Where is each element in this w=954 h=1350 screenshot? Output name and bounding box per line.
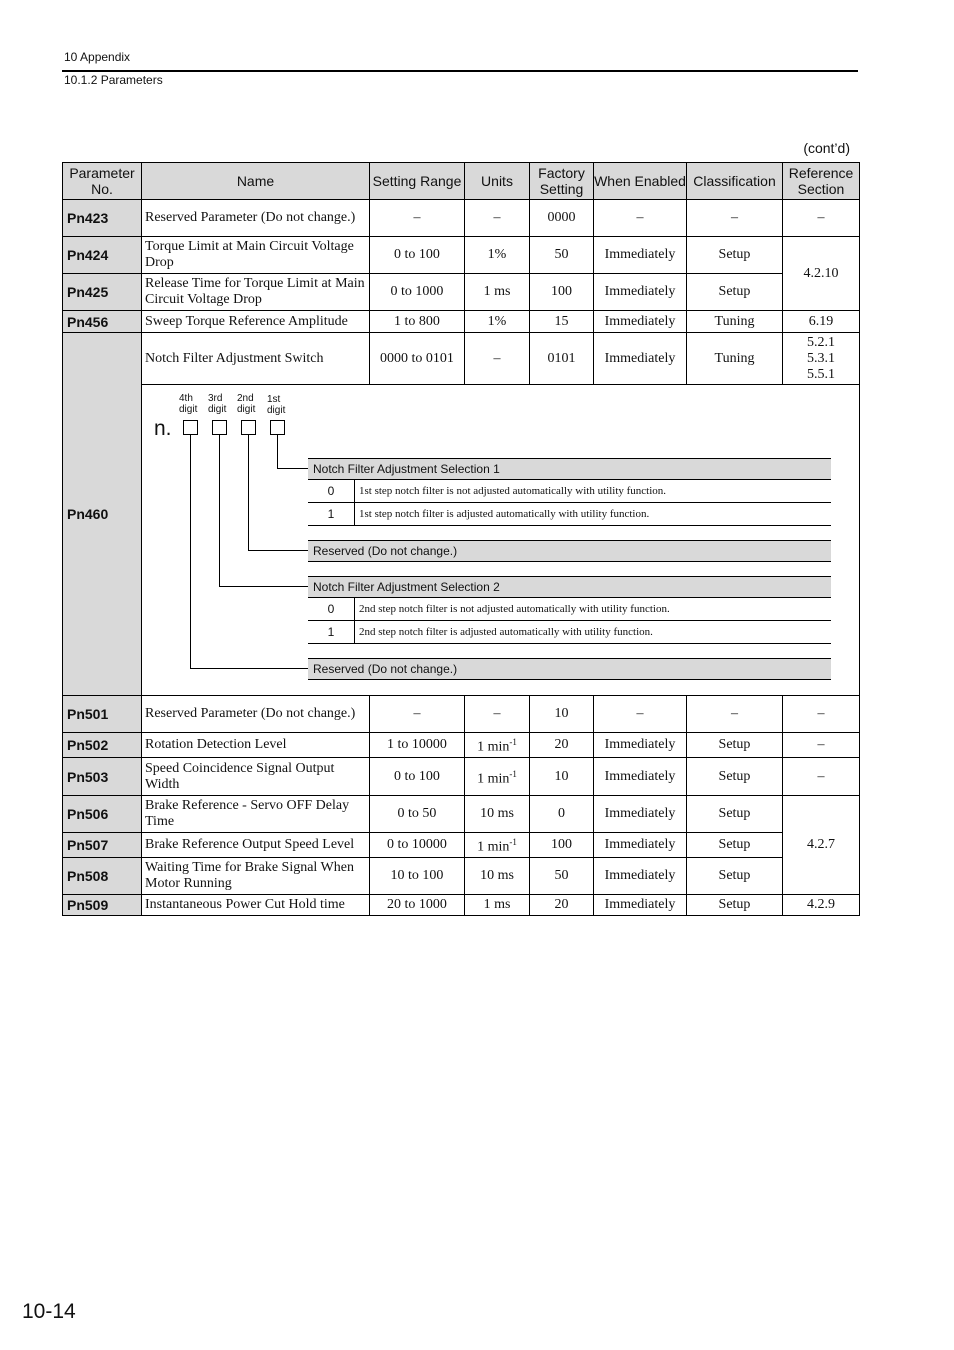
param-name: Instantaneous Power Cut Hold time bbox=[142, 895, 370, 916]
table-row bbox=[63, 733, 860, 758]
selection-2-option bbox=[308, 621, 831, 644]
setting-range: 0 to 100 bbox=[370, 758, 465, 796]
factory-setting: 20 bbox=[530, 895, 594, 916]
connector-3rd bbox=[219, 435, 220, 587]
when-enabled: Immediately bbox=[594, 796, 687, 833]
selection-1-option bbox=[308, 503, 831, 526]
reference-section: 4.2.10 bbox=[783, 237, 860, 311]
col-header-name: Name bbox=[142, 163, 370, 200]
classification: Setup bbox=[687, 237, 783, 274]
classification: Setup bbox=[687, 758, 783, 796]
setting-range: 1 to 800 bbox=[370, 311, 465, 333]
when-enabled: Immediately bbox=[594, 858, 687, 895]
reference-section: – bbox=[783, 733, 860, 758]
table-row bbox=[63, 200, 860, 237]
continued-label: (cont’d) bbox=[803, 140, 850, 156]
param-no: Pn508 bbox=[63, 858, 142, 895]
reference-section-line: 5.3.1 bbox=[807, 350, 835, 366]
classification: Setup bbox=[687, 895, 783, 916]
option-description: 1st step notch filter is adjusted automatically with utility function. bbox=[359, 508, 650, 520]
param-name: Reserved Parameter (Do not change.) bbox=[142, 696, 370, 733]
classification: Tuning bbox=[687, 311, 783, 333]
units: 1 ms bbox=[465, 274, 530, 311]
selection-2-title: Notch Filter Adjustment Selection 2 bbox=[308, 576, 831, 598]
table-row bbox=[63, 858, 860, 895]
factory-setting: 0101 bbox=[530, 333, 594, 385]
units: 1 ms bbox=[465, 895, 530, 916]
when-enabled: Immediately bbox=[594, 274, 687, 311]
classification: Setup bbox=[687, 858, 783, 895]
param-no: Pn425 bbox=[63, 274, 142, 311]
classification: Tuning bbox=[687, 333, 783, 385]
param-no: Pn501 bbox=[63, 696, 142, 733]
col-header-when-enabled: When Enabled bbox=[594, 163, 687, 200]
factory-setting: 100 bbox=[530, 833, 594, 858]
selection-1-option bbox=[308, 480, 831, 503]
factory-setting: 10 bbox=[530, 696, 594, 733]
units-exponent: -1 bbox=[509, 837, 517, 848]
when-enabled: – bbox=[594, 200, 687, 237]
when-enabled: Immediately bbox=[594, 895, 687, 916]
units: – bbox=[465, 696, 530, 733]
reference-section: 4.2.7 bbox=[783, 796, 860, 895]
table-row bbox=[63, 696, 860, 733]
param-name: Rotation Detection Level bbox=[142, 733, 370, 758]
table-row bbox=[63, 833, 860, 858]
when-enabled: Immediately bbox=[594, 311, 687, 333]
param-name: Waiting Time for Brake Signal When Motor Running bbox=[142, 858, 370, 895]
factory-setting: 15 bbox=[530, 311, 594, 333]
units-text: 1 min bbox=[477, 771, 510, 787]
option-value: 1 bbox=[308, 621, 355, 643]
units: 1% bbox=[465, 311, 530, 333]
reference-section: 6.19 bbox=[783, 311, 860, 333]
parameter-table bbox=[62, 162, 860, 916]
setting-range: 0 to 50 bbox=[370, 796, 465, 833]
table-row bbox=[63, 758, 860, 796]
param-name: Speed Coincidence Signal Output Width bbox=[142, 758, 370, 796]
when-enabled: Immediately bbox=[594, 733, 687, 758]
units: 10 ms bbox=[465, 858, 530, 895]
table-row bbox=[63, 311, 860, 333]
units: – bbox=[465, 333, 530, 385]
connector-4th-h bbox=[190, 668, 308, 669]
table-row bbox=[63, 895, 860, 916]
units: – bbox=[465, 200, 530, 237]
units-text: 1 min bbox=[477, 839, 510, 855]
setting-range: 1 to 10000 bbox=[370, 733, 465, 758]
param-name: Brake Reference - Servo OFF Delay Time bbox=[142, 796, 370, 833]
units bbox=[465, 758, 530, 796]
units bbox=[465, 733, 530, 758]
table-row bbox=[63, 796, 860, 833]
col-header-parameter-no: Parameter No. bbox=[63, 163, 142, 200]
factory-setting: 50 bbox=[530, 237, 594, 274]
param-no: Pn424 bbox=[63, 237, 142, 274]
when-enabled: Immediately bbox=[594, 237, 687, 274]
setting-range: 0 to 100 bbox=[370, 237, 465, 274]
factory-setting: 100 bbox=[530, 274, 594, 311]
reference-section: – bbox=[783, 758, 860, 796]
units-text: 1 min bbox=[477, 739, 510, 755]
param-no: Pn503 bbox=[63, 758, 142, 796]
table-row-diagram bbox=[63, 385, 860, 696]
digit-label-2nd: 2nd digit bbox=[237, 393, 256, 415]
setting-range: 10 to 100 bbox=[370, 858, 465, 895]
param-name: Reserved Parameter (Do not change.) bbox=[142, 200, 370, 237]
param-no: Pn423 bbox=[63, 200, 142, 237]
digit-diagram-cell bbox=[142, 385, 860, 696]
setting-range: 20 to 1000 bbox=[370, 895, 465, 916]
reference-section-line: 5.5.1 bbox=[807, 366, 835, 382]
reserved-digit-2: Reserved (Do not change.) bbox=[308, 540, 831, 562]
option-description: 2nd step notch filter is not adjusted automatically with utility function. bbox=[359, 603, 670, 615]
when-enabled: Immediately bbox=[594, 758, 687, 796]
param-no: Pn502 bbox=[63, 733, 142, 758]
page-number: 10-14 bbox=[22, 1300, 76, 1323]
when-enabled: Immediately bbox=[594, 333, 687, 385]
setting-range: 0 to 1000 bbox=[370, 274, 465, 311]
col-header-units: Units bbox=[465, 163, 530, 200]
reference-section bbox=[783, 333, 860, 385]
table-row bbox=[63, 237, 860, 274]
option-value: 0 bbox=[308, 598, 355, 620]
digit-box-1st bbox=[270, 420, 285, 435]
param-no: Pn506 bbox=[63, 796, 142, 833]
factory-setting: 50 bbox=[530, 858, 594, 895]
reference-section: 4.2.9 bbox=[783, 895, 860, 916]
param-no: Pn456 bbox=[63, 311, 142, 333]
setting-range: 0000 to 0101 bbox=[370, 333, 465, 385]
factory-setting: 10 bbox=[530, 758, 594, 796]
option-value: 1 bbox=[308, 503, 355, 525]
classification: Setup bbox=[687, 796, 783, 833]
factory-setting: 0 bbox=[530, 796, 594, 833]
col-header-setting-range: Setting Range bbox=[370, 163, 465, 200]
digit-box-4th bbox=[183, 420, 198, 435]
setting-range: – bbox=[370, 696, 465, 733]
digit-box-3rd bbox=[212, 420, 227, 435]
reference-section-line: 5.2.1 bbox=[807, 334, 835, 350]
chapter-header: 10 Appendix bbox=[64, 50, 131, 64]
header-rule bbox=[62, 70, 858, 72]
connector-2nd bbox=[248, 435, 249, 551]
classification: – bbox=[687, 200, 783, 237]
option-description: 1st step notch filter is not adjusted automatically with utility function. bbox=[359, 485, 667, 497]
option-description: 2nd step notch filter is adjusted automatically with utility function. bbox=[359, 626, 653, 638]
when-enabled: – bbox=[594, 696, 687, 733]
param-name: Release Time for Torque Limit at Main Circuit Voltage Drop bbox=[142, 274, 370, 311]
param-no: Pn460 bbox=[63, 333, 142, 696]
reserved-digit-4: Reserved (Do not change.) bbox=[308, 658, 831, 680]
col-header-classification: Classification bbox=[687, 163, 783, 200]
units: 10 ms bbox=[465, 796, 530, 833]
section-header: 10.1.2 Parameters bbox=[64, 73, 163, 87]
digit-box-2nd bbox=[241, 420, 256, 435]
table-header-row bbox=[63, 163, 860, 200]
units bbox=[465, 833, 530, 858]
digit-label-4th: 4th digit bbox=[179, 393, 198, 415]
option-value: 0 bbox=[308, 480, 355, 502]
reference-section: – bbox=[783, 200, 860, 237]
param-prefix: n. bbox=[154, 417, 172, 440]
connector-2nd-h bbox=[248, 550, 308, 551]
col-header-reference-section: Reference Section bbox=[783, 163, 860, 200]
selection-2-option bbox=[308, 598, 831, 621]
classification: Setup bbox=[687, 833, 783, 858]
connector-4th bbox=[190, 435, 191, 669]
units-exponent: -1 bbox=[509, 768, 517, 779]
units-exponent: -1 bbox=[509, 737, 517, 748]
digit-diagram bbox=[142, 385, 859, 695]
param-name: Torque Limit at Main Circuit Voltage Drop bbox=[142, 237, 370, 274]
col-header-factory-setting: Factory Setting bbox=[530, 163, 594, 200]
classification: – bbox=[687, 696, 783, 733]
setting-range: 0 to 10000 bbox=[370, 833, 465, 858]
digit-label-3rd: 3rd digit bbox=[208, 393, 227, 415]
param-no: Pn507 bbox=[63, 833, 142, 858]
param-name: Sweep Torque Reference Amplitude bbox=[142, 311, 370, 333]
units: 1% bbox=[465, 237, 530, 274]
param-name: Brake Reference Output Speed Level bbox=[142, 833, 370, 858]
factory-setting: 0000 bbox=[530, 200, 594, 237]
connector-3rd-h bbox=[219, 586, 308, 587]
table-row bbox=[63, 274, 860, 311]
reference-section: – bbox=[783, 696, 860, 733]
when-enabled: Immediately bbox=[594, 833, 687, 858]
table-row bbox=[63, 333, 860, 385]
factory-setting: 20 bbox=[530, 733, 594, 758]
param-no: Pn509 bbox=[63, 895, 142, 916]
selection-1-title: Notch Filter Adjustment Selection 1 bbox=[308, 458, 831, 480]
connector-1st-h bbox=[277, 468, 308, 469]
connector-1st bbox=[277, 435, 278, 469]
setting-range: – bbox=[370, 200, 465, 237]
classification: Setup bbox=[687, 733, 783, 758]
classification: Setup bbox=[687, 274, 783, 311]
digit-label-1st: 1st digit bbox=[267, 394, 286, 416]
param-name: Notch Filter Adjustment Switch bbox=[142, 333, 370, 385]
